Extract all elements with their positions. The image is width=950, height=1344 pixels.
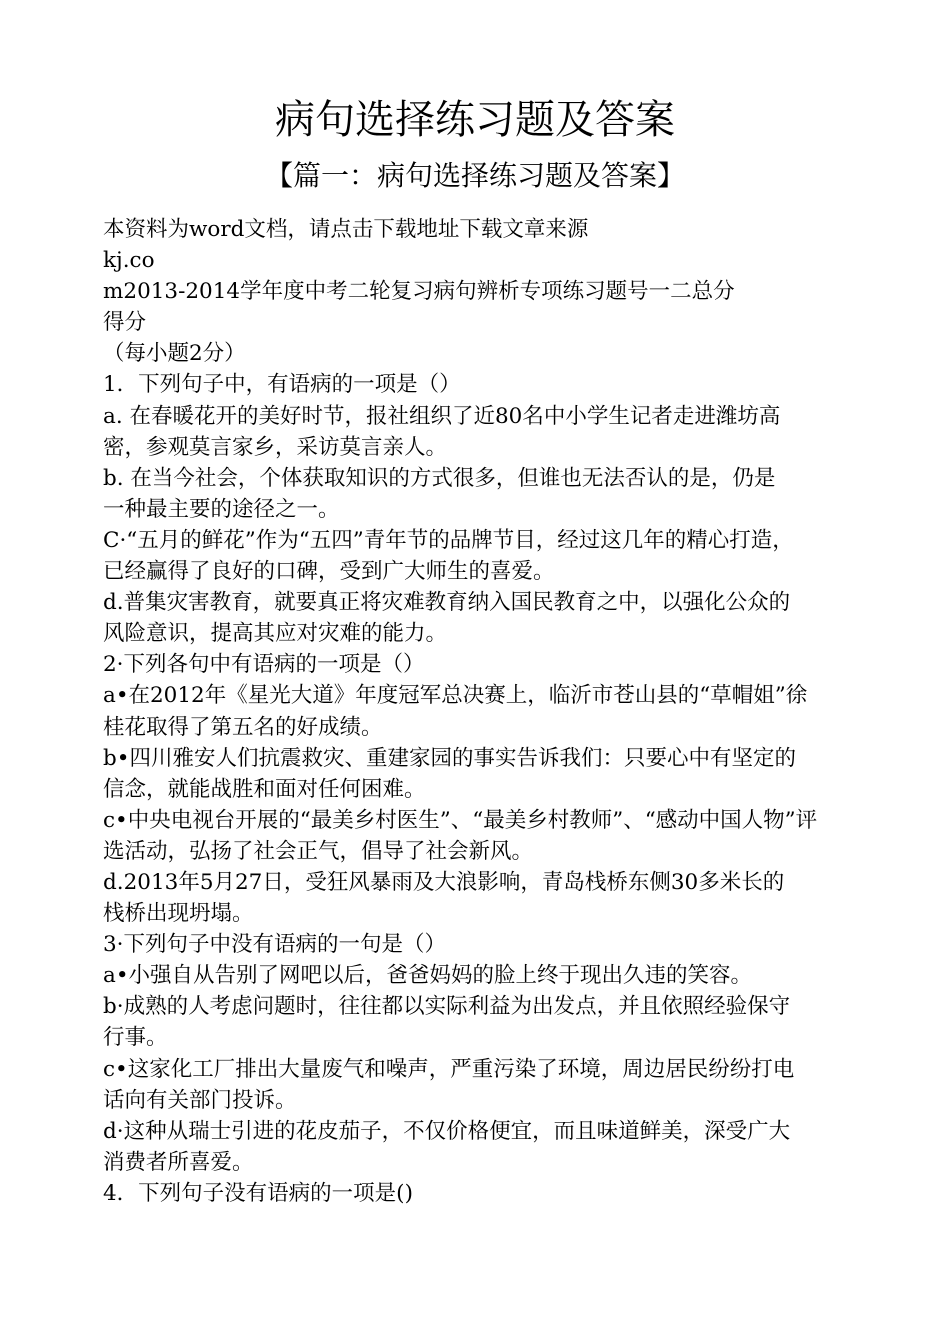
option-line: b·成熟的人考虑问题时，往往都以实际利益为出发点，并且依照经验保守	[103, 994, 791, 1020]
option-line: a•小强自从告别了网吧以后，爸爸妈妈的脸上终于现出久违的笑容。	[103, 963, 753, 989]
option-line: 话向有关部门投诉。	[103, 1087, 297, 1113]
question-line: 1．下列句子中，有语病的一项是（）	[103, 372, 461, 398]
option-line: a•在2012年《星光大道》年度冠军总决赛上，临沂市苍山县的“草帽姐”徐	[103, 683, 808, 709]
section-heading: 【篇一：病句选择练习题及答案】	[264, 159, 685, 192]
option-line: d.2013年5月27日，受狂风暴雨及大浪影响，青岛栈桥东侧30多米长的	[103, 869, 785, 895]
option-line: 消费者所喜爱。	[103, 1149, 254, 1175]
document-body	[103, 214, 855, 1209]
text-line: kj.co	[103, 248, 155, 274]
option-line: b•四川雅安人们抗震救灾、重建家园的事实告诉我们：只要心中有坚定的	[103, 745, 796, 771]
text-line: （每小题2分）	[103, 341, 246, 367]
question-line: 3·下列句子中没有语病的一句是（）	[103, 932, 447, 958]
text-line: 得分	[103, 310, 147, 336]
text-line: m2013-2014学年度中考二轮复习病句辨析专项练习题号一二总分	[103, 279, 735, 305]
option-line: a. 在春暖花开的美好时节，报社组织了近80名中小学生记者走进潍坊高	[103, 403, 781, 429]
option-line: 密，参观莫言家乡，采访莫言亲人。	[103, 434, 448, 460]
option-line: 已经赢得了良好的口碑，受到广大师生的喜爱。	[103, 559, 555, 585]
option-line: 桂花取得了第五名的好成绩。	[103, 714, 383, 740]
option-line: 一种最主要的途径之一。	[103, 496, 340, 522]
text-line: 本资料为word文档，请点击下载地址下载文章来源	[103, 217, 589, 242]
option-line: d.普集灾害教育，就要真正将灾难教育纳入国民教育之中，以强化公众的	[103, 590, 791, 616]
option-line: C·“五月的鲜花”作为“五四”青年节的品牌节目，经过这几年的精心打造，	[103, 527, 794, 553]
option-line: b. 在当今社会，个体获取知识的方式很多，但谁也无法否认的是，仍是	[103, 465, 776, 491]
option-line: 信念，就能战胜和面对任何困难。	[103, 776, 426, 802]
question-line: 2·下列各句中有语病的一项是（）	[103, 652, 425, 678]
document-title: 病句选择练习题及答案	[275, 97, 675, 143]
option-line: 选活动，弘扬了社会正气，倡导了社会新风。	[103, 838, 534, 864]
option-line: 栈桥出现坍塌。	[103, 901, 254, 927]
option-line: c•这家化工厂排出大量废气和噪声，严重污染了环境，周边居民纷纷打电	[103, 1056, 795, 1082]
option-line: 行事。	[103, 1025, 168, 1051]
question-line: 4．下列句子没有语病的一项是()	[103, 1180, 413, 1206]
option-line: c•中央电视台开展的“最美乡村医生”、“最美乡村教师”、“感动中国人物”评	[103, 807, 818, 833]
option-line: 风险意识，提高其应对灾难的能力。	[103, 621, 448, 647]
option-line: d·这种从瑞士引进的花皮茄子，不仅价格便宜，而且味道鲜美，深受广大	[103, 1118, 791, 1144]
